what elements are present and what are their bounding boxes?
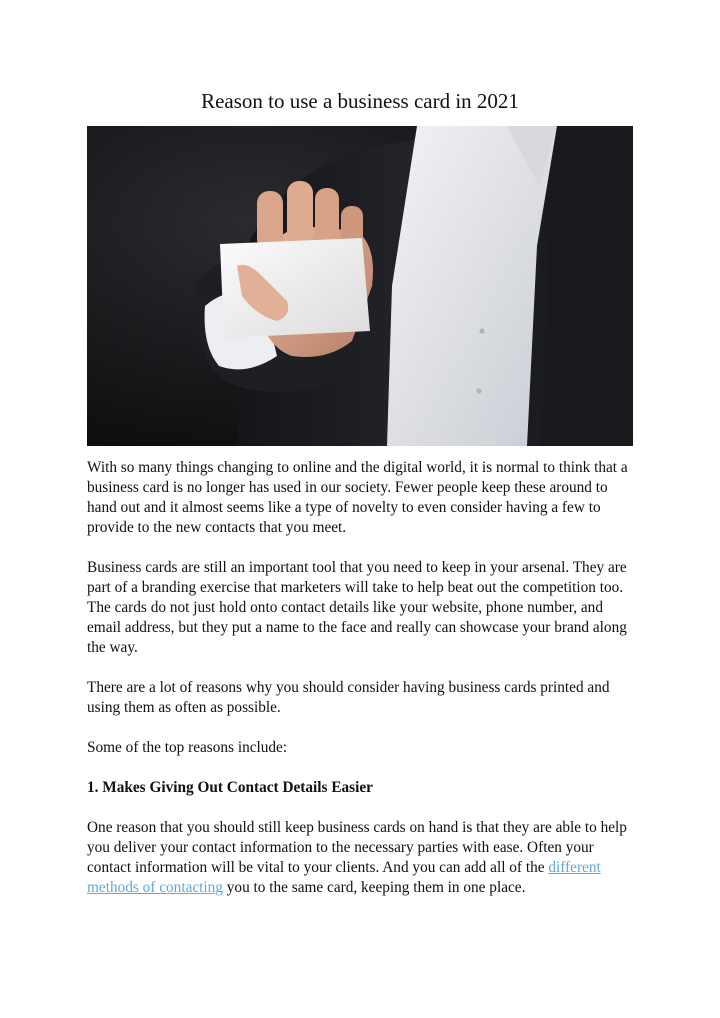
paragraph-text-after-link: you to the same card, keeping them in one place.: [222, 879, 526, 896]
business-card-photo-illustration: [87, 126, 633, 446]
paragraph-text-before-link: One reason that you should still keep business cards on hand is that they are able to help you deliver your contact information to the necessary parties with ease. Often your contact information will be vital to your clients. And you can add all of the: [87, 819, 627, 876]
page-title: Reason to use a business card in 2021: [201, 89, 519, 113]
paragraph-intro: With so many things changing to online and the digital world, it is normal to think that a business card is no longer has used in our society. Fewer people keep these around to hand out and it almost seems like a type of novelty to even consider having a few to provide to the new contacts that you meet.: [87, 459, 628, 536]
hero-photo: [87, 126, 633, 446]
paragraph-importance: Business cards are still an important tool that you need to keep in your arsenal. They are part of a branding exercise that marketers will take to help beat out the competition too. The cards do not just hold onto contact details like your website, phone number, and email address, but they put a name to the face and really can showcase your brand along the way.: [87, 559, 627, 656]
section-heading-contact-details: 1. Makes Giving Out Contact Details Easier: [87, 779, 373, 796]
paragraph-list-intro: Some of the top reasons include:: [87, 739, 288, 756]
paragraph-reasons: There are a lot of reasons why you should consider having business cards printed and using them as often as possible.: [87, 679, 610, 716]
paragraph-contact-details: [87, 818, 635, 898]
article-body: [87, 458, 635, 918]
contact-methods-link[interactable]: different methods of contacting: [87, 859, 601, 896]
